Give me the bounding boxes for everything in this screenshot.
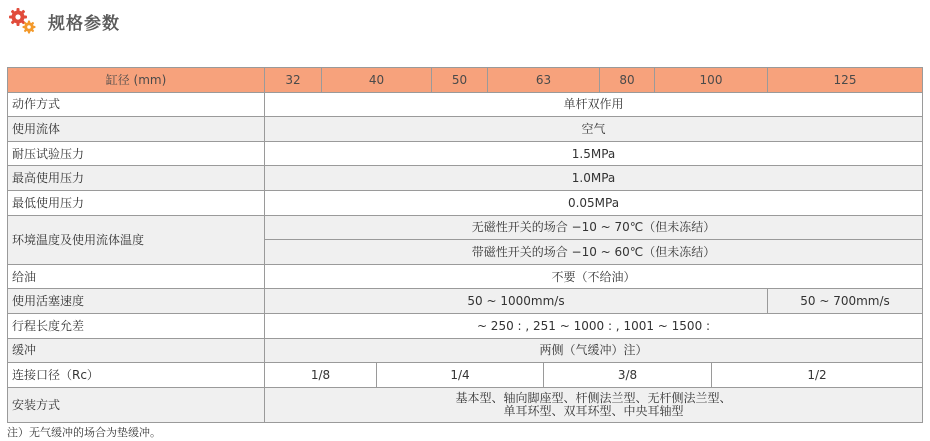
row-label-port-size: 连接口径（Rc）	[8, 363, 265, 388]
piston-speed-value-125: 50 ~ 700mm/s	[768, 289, 923, 314]
bore-40: 40	[322, 68, 432, 93]
table-row	[8, 289, 923, 314]
row-label-temperature: 环境温度及使用流体温度	[8, 215, 265, 264]
stroke-tolerance-value: ~ 250 : , 251 ~ 1000 : , 1001 ~ 1500 :	[265, 313, 923, 338]
table-row	[8, 313, 923, 338]
row-label-lubrication: 给油	[8, 264, 265, 289]
port-size-50-63: 1/4	[377, 363, 544, 388]
spec-table	[7, 67, 923, 423]
temperature-with-switch: 带磁性开关的场合 −10 ~ 60℃（但未冻结）	[265, 240, 923, 265]
table-row	[8, 215, 923, 240]
table-row	[8, 141, 923, 166]
row-label-fluid: 使用流体	[8, 117, 265, 142]
table-row	[8, 190, 923, 215]
row-label-action: 动作方式	[8, 92, 265, 117]
row-label-cushion: 缓冲	[8, 338, 265, 363]
max-pressure-value: 1.0MPa	[265, 166, 923, 191]
mounting-value	[265, 387, 923, 422]
row-label-max-pressure: 最高使用压力	[8, 166, 265, 191]
bore-63: 63	[488, 68, 600, 93]
bore-50: 50	[432, 68, 488, 93]
table-row	[8, 387, 923, 422]
page-title: 规格参数	[48, 13, 120, 34]
port-size-80-100: 3/8	[544, 363, 712, 388]
bore-100: 100	[655, 68, 768, 93]
bore-80: 80	[600, 68, 655, 93]
row-label-proof-pressure: 耐压试验压力	[8, 141, 265, 166]
section-heading	[8, 7, 120, 35]
row-label-stroke-tolerance: 行程长度允差	[8, 313, 265, 338]
piston-speed-value-small: 50 ~ 1000mm/s	[265, 289, 768, 314]
row-label-mounting: 安装方式	[8, 387, 265, 422]
cushion-value: 两侧（气缓冲）注）	[265, 338, 923, 363]
mounting-value-line1: 基本型、轴向脚座型、杆侧法兰型、无杆侧法兰型、	[455, 390, 732, 405]
table-row	[8, 338, 923, 363]
min-pressure-value: 0.05MPa	[265, 190, 923, 215]
bore-header: 缸径 (mm)	[8, 68, 265, 93]
bore-32: 32	[265, 68, 322, 93]
table-row	[8, 117, 923, 142]
table-row	[8, 166, 923, 191]
fluid-value: 空气	[265, 117, 923, 142]
bore-125: 125	[768, 68, 923, 93]
action-value: 单杆双作用	[265, 92, 923, 117]
table-header-row	[8, 68, 923, 93]
port-size-32-40: 1/8	[265, 363, 377, 388]
row-label-piston-speed: 使用活塞速度	[8, 289, 265, 314]
mounting-value-line2: 单耳环型、双耳环型、中央耳轴型	[503, 403, 684, 418]
lubrication-value: 不要（不给油）	[265, 264, 923, 289]
table-row	[8, 92, 923, 117]
port-size-125: 1/2	[712, 363, 923, 388]
temperature-no-switch: 无磁性开关的场合 −10 ~ 70℃（但未冻结）	[265, 215, 923, 240]
table-row	[8, 264, 923, 289]
proof-pressure-value: 1.5MPa	[265, 141, 923, 166]
row-label-min-pressure: 最低使用压力	[8, 190, 265, 215]
table-row	[8, 363, 923, 388]
gears-icon	[8, 7, 38, 35]
footnote: 注）无气缓冲的场合为垫缓冲。	[7, 426, 161, 439]
